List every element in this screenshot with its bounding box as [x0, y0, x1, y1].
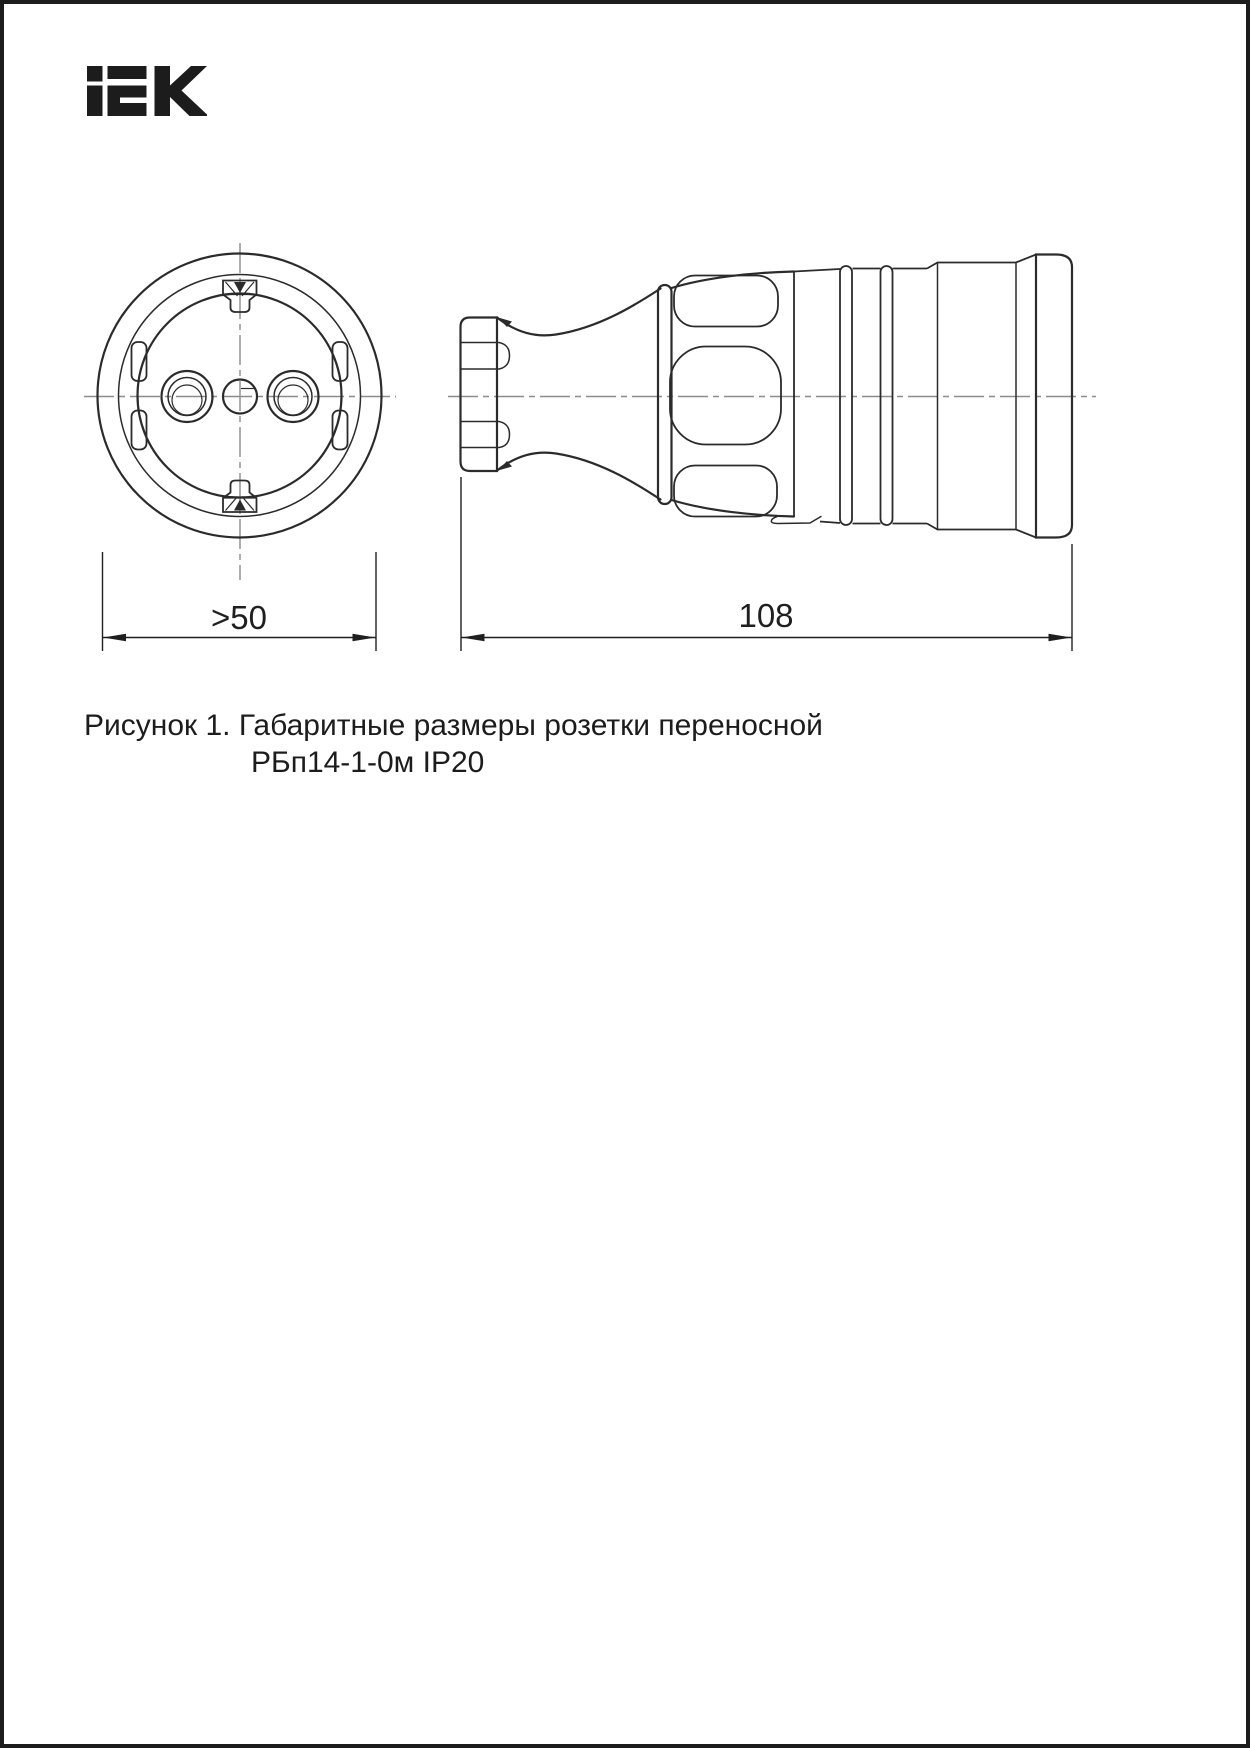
grip-bell	[670, 272, 821, 524]
figure-caption-line1: Рисунок 1. Габаритные размеры розетки переносной	[84, 709, 823, 742]
neck-top-curve	[497, 289, 661, 336]
dimension-label-side: 108	[738, 597, 794, 634]
figure-caption-line2: РБп14-1-0м IP20	[251, 746, 485, 779]
dimension-label-front: >50	[211, 599, 267, 636]
neck-bottom-curve	[497, 453, 661, 500]
side-view	[448, 255, 1096, 652]
cable-entry-cap	[461, 318, 510, 472]
front-view	[84, 243, 396, 651]
technical-drawing	[4, 4, 1250, 1748]
